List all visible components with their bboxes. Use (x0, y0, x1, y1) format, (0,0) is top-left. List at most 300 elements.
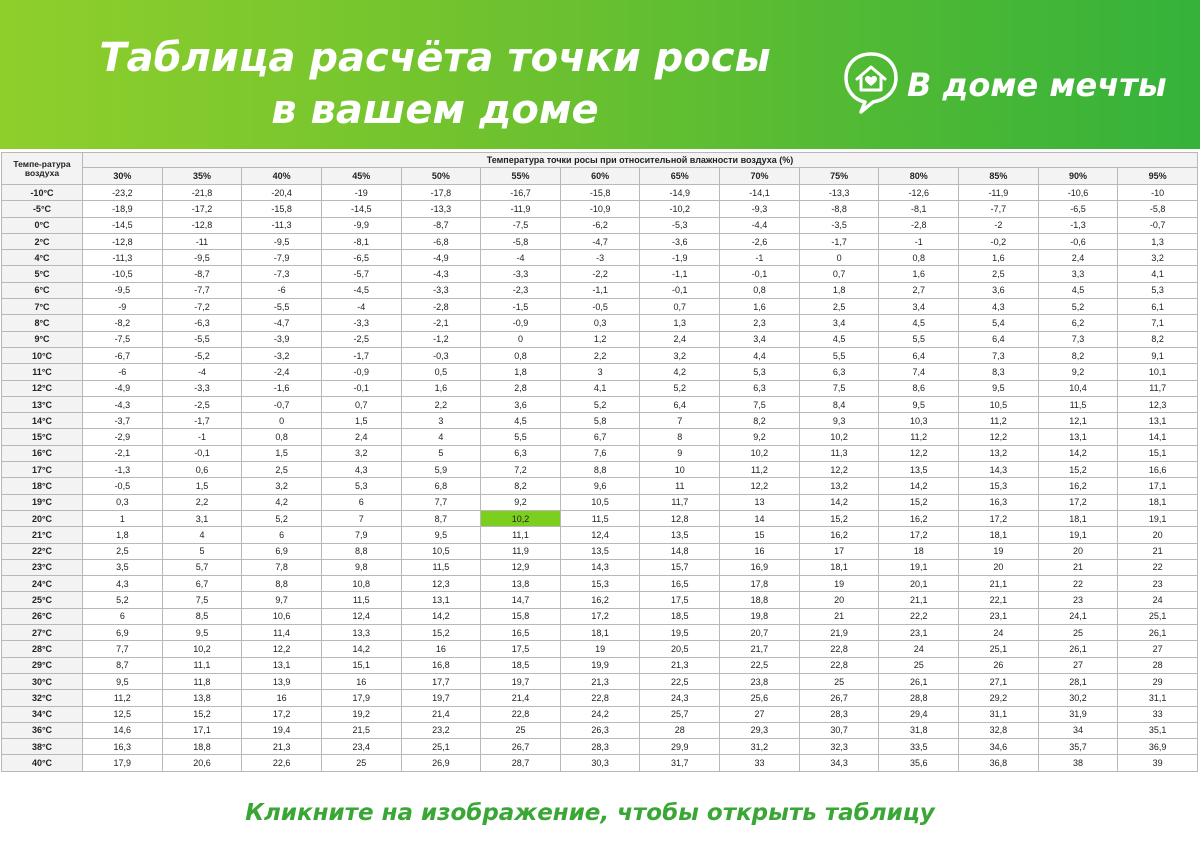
dew-point-cell: -4,3 (401, 266, 481, 282)
dew-point-cell: 10,5 (560, 494, 640, 510)
dew-point-cell: -17,8 (401, 185, 481, 201)
dew-point-cell: -3,3 (481, 266, 561, 282)
dew-point-cell: 9,8 (321, 559, 401, 575)
dew-point-cell: -7,7 (959, 201, 1039, 217)
dew-point-cell: -19 (321, 185, 401, 201)
dew-point-cell: 0,3 (83, 494, 163, 510)
dew-point-cell: 6,8 (401, 478, 481, 494)
dew-point-cell: 13,3 (321, 625, 401, 641)
dew-point-cell: 21 (1118, 543, 1198, 559)
dew-point-cell: 29,4 (879, 706, 959, 722)
dew-point-cell: -23,2 (83, 185, 163, 201)
dew-point-cell: -0,3 (401, 347, 481, 363)
dew-point-cell: 7,5 (799, 380, 879, 396)
dew-point-cell: 25 (799, 673, 879, 689)
dew-point-cell: 12,9 (481, 559, 561, 575)
dew-point-cell: 16,2 (879, 510, 959, 526)
dew-point-cell: 34 (1038, 722, 1118, 738)
dew-point-cell: 11,5 (401, 559, 481, 575)
dew-point-cell: 14,2 (799, 494, 879, 510)
dew-point-cell: 17,2 (560, 608, 640, 624)
dew-point-cell: 12,2 (879, 445, 959, 461)
table-row (2, 690, 1198, 706)
dew-point-cell: 9,5 (879, 396, 959, 412)
dew-point-cell: 3,4 (720, 331, 800, 347)
dew-point-cell: -9,5 (242, 233, 322, 249)
dew-point-cell: 14,8 (640, 543, 720, 559)
dew-point-cell: 26,1 (879, 673, 959, 689)
dew-point-cell: 7,1 (1118, 315, 1198, 331)
dew-point-cell: 17 (799, 543, 879, 559)
dew-point-cell: 7,5 (720, 396, 800, 412)
dew-point-cell: 10,2 (162, 641, 242, 657)
table-row (2, 494, 1198, 510)
table-row (2, 657, 1198, 673)
dew-point-cell: 15,1 (321, 657, 401, 673)
dew-point-cell: 27 (1038, 657, 1118, 673)
dew-point-cell: 5 (401, 445, 481, 461)
air-temperature-cell: 6°C (2, 282, 83, 298)
dew-point-cell: -1,1 (560, 282, 640, 298)
dew-point-cell: 25,1 (1118, 608, 1198, 624)
open-table-link[interactable]: Кликните на изображение, чтобы открыть таблицу (245, 800, 935, 826)
dew-point-cell: 32,3 (799, 739, 879, 755)
dew-point-cell: 9,5 (83, 673, 163, 689)
dew-point-cell: -6,3 (162, 315, 242, 331)
dew-point-cell: 0,7 (321, 396, 401, 412)
dew-point-cell: 1,6 (959, 250, 1039, 266)
dew-point-cell: -2,1 (83, 445, 163, 461)
dew-point-cell: 24 (1118, 592, 1198, 608)
humidity-header-cell: 65% (640, 168, 720, 185)
dew-point-cell: 16 (401, 641, 481, 657)
dew-point-cell: 2,7 (879, 282, 959, 298)
dew-point-cell: 28,1 (1038, 673, 1118, 689)
dew-point-cell: 17,1 (1118, 478, 1198, 494)
dew-point-cell: 17,8 (720, 576, 800, 592)
dew-point-cell: 2,4 (1038, 250, 1118, 266)
dew-point-cell: -1,3 (1038, 217, 1118, 233)
dew-point-cell: 8,4 (799, 396, 879, 412)
table-row (2, 478, 1198, 494)
brand-logo[interactable] (843, 50, 1167, 120)
dew-point-cell: 3,2 (640, 347, 720, 363)
humidity-header-cell: 95% (1118, 168, 1198, 185)
dew-point-cell: 33 (1118, 706, 1198, 722)
dew-point-cell: 17,9 (83, 755, 163, 771)
dew-point-cell: 3,6 (481, 396, 561, 412)
dew-point-cell: 11,2 (879, 429, 959, 445)
table-row (2, 706, 1198, 722)
dew-point-cell: -6 (242, 282, 322, 298)
dew-point-cell: 17,2 (1038, 494, 1118, 510)
dew-point-cell: 30,7 (799, 722, 879, 738)
dew-point-cell: -2,9 (83, 429, 163, 445)
dew-point-cell: 2,2 (560, 347, 640, 363)
dew-point-cell: 31,7 (640, 755, 720, 771)
air-temperature-cell: 22°C (2, 543, 83, 559)
dew-point-cell: -5,8 (1118, 201, 1198, 217)
air-temperature-cell: 17°C (2, 462, 83, 478)
air-temperature-cell: 0°C (2, 217, 83, 233)
dew-point-cell: 14 (720, 510, 800, 526)
dew-point-cell: -4,7 (560, 233, 640, 249)
dew-point-cell: 7 (321, 510, 401, 526)
dew-point-cell: 0,8 (481, 347, 561, 363)
dew-point-cell: -3,6 (640, 233, 720, 249)
dew-point-cell: 10,4 (1038, 380, 1118, 396)
dew-point-cell: -8,7 (162, 266, 242, 282)
dew-point-cell: 16,3 (959, 494, 1039, 510)
dew-point-cell: 15 (720, 527, 800, 543)
dew-point-cell: 21 (1038, 559, 1118, 575)
dew-point-cell: -16,7 (481, 185, 561, 201)
dew-point-cell: 16 (720, 543, 800, 559)
dew-point-cell: 11,5 (1038, 396, 1118, 412)
dew-point-cell: -0,1 (321, 380, 401, 396)
dew-point-cell: 25,1 (959, 641, 1039, 657)
dew-point-cell: 9,1 (1118, 347, 1198, 363)
humidity-header-cell: 85% (959, 168, 1039, 185)
dew-point-cell: -17,2 (162, 201, 242, 217)
air-temperature-cell: 8°C (2, 315, 83, 331)
table-row (2, 201, 1198, 217)
dew-point-cell: -4,9 (401, 250, 481, 266)
dew-point-cell: -14,9 (640, 185, 720, 201)
dew-point-cell: 9,2 (1038, 364, 1118, 380)
dew-point-cell: 36,8 (959, 755, 1039, 771)
air-temperature-cell: 34°C (2, 706, 83, 722)
dew-point-cell: 0 (242, 413, 322, 429)
dew-point-cell: 7,6 (560, 445, 640, 461)
dew-point-cell: 0 (799, 250, 879, 266)
dew-point-cell: 6,4 (879, 347, 959, 363)
dew-point-cell: 25 (321, 755, 401, 771)
table-row (2, 282, 1198, 298)
air-temperature-cell: 12°C (2, 380, 83, 396)
dew-point-cell: 13,1 (401, 592, 481, 608)
dew-point-cell: 1,3 (640, 315, 720, 331)
dew-point-cell: 1 (83, 510, 163, 526)
dew-point-cell: 20,1 (879, 576, 959, 592)
dew-point-cell: 12,4 (560, 527, 640, 543)
dew-point-cell: 10,6 (242, 608, 322, 624)
dew-point-cell: -8,2 (83, 315, 163, 331)
dew-point-cell: 0,7 (640, 299, 720, 315)
dew-point-table-container[interactable] (1, 152, 1198, 792)
dew-point-cell: -5,5 (162, 331, 242, 347)
dew-point-cell: 25,7 (640, 706, 720, 722)
dew-point-cell: 26 (959, 657, 1039, 673)
dew-point-cell: 14,3 (959, 462, 1039, 478)
dew-point-cell: -2,2 (560, 266, 640, 282)
dew-point-cell: 31,9 (1038, 706, 1118, 722)
dew-point-cell: 19,1 (1118, 510, 1198, 526)
dew-point-cell: 11,9 (481, 543, 561, 559)
dew-point-cell: 32,8 (959, 722, 1039, 738)
dew-point-cell: 33 (720, 755, 800, 771)
dew-point-cell: 21,5 (321, 722, 401, 738)
dew-point-cell: 28 (1118, 657, 1198, 673)
dew-point-cell: 2,5 (83, 543, 163, 559)
dew-point-cell: 4,5 (481, 413, 561, 429)
dew-point-cell: -10,6 (1038, 185, 1118, 201)
dew-point-cell: 19,7 (401, 690, 481, 706)
table-row (2, 364, 1198, 380)
dew-point-cell: 10,2 (720, 445, 800, 461)
dew-point-cell: 16,6 (1118, 462, 1198, 478)
dew-point-cell: 5,9 (401, 462, 481, 478)
dew-point-cell: 6,1 (1118, 299, 1198, 315)
dew-point-cell: 3,4 (799, 315, 879, 331)
dew-point-cell: 38 (1038, 755, 1118, 771)
dew-point-cell: 21 (799, 608, 879, 624)
dew-point-cell: 1,5 (242, 445, 322, 461)
dew-point-cell: -0,1 (162, 445, 242, 461)
dew-point-cell: 21,7 (720, 641, 800, 657)
dew-point-cell: 10,3 (879, 413, 959, 429)
dew-point-cell: 19,4 (242, 722, 322, 738)
dew-point-cell: 3,5 (83, 559, 163, 575)
table-row (2, 429, 1198, 445)
dew-point-cell: 2,2 (162, 494, 242, 510)
dew-point-cell: 2,8 (481, 380, 561, 396)
dew-point-cell: 22,6 (242, 755, 322, 771)
dew-point-cell: 13,5 (560, 543, 640, 559)
dew-point-cell: 13,8 (481, 576, 561, 592)
dew-point-cell: -5,2 (162, 347, 242, 363)
dew-point-cell: 6,3 (799, 364, 879, 380)
dew-point-cell: -10,5 (83, 266, 163, 282)
dew-point-cell: 7,8 (242, 559, 322, 575)
dew-point-cell: 27 (720, 706, 800, 722)
dew-point-cell: 16,3 (83, 739, 163, 755)
air-temperature-cell: 27°C (2, 625, 83, 641)
table-row (2, 233, 1198, 249)
dew-point-cell: 23,1 (879, 625, 959, 641)
air-temperature-cell: 7°C (2, 299, 83, 315)
dew-point-cell: 13,8 (162, 690, 242, 706)
title-line-2: в вашем доме (271, 87, 599, 133)
dew-point-cell: 4,1 (1118, 266, 1198, 282)
dew-point-cell: -18,9 (83, 201, 163, 217)
table-row (2, 576, 1198, 592)
dew-point-cell: -2,8 (879, 217, 959, 233)
dew-point-cell: 5,4 (959, 315, 1039, 331)
dew-point-cell: 31,2 (720, 739, 800, 755)
table-body (2, 185, 1198, 772)
dew-point-cell: 5,3 (1118, 282, 1198, 298)
table-row (2, 299, 1198, 315)
air-temperature-cell: 19°C (2, 494, 83, 510)
dew-point-cell: 5,5 (879, 331, 959, 347)
dew-point-cell: -12,8 (162, 217, 242, 233)
dew-point-cell: -15,8 (560, 185, 640, 201)
dew-point-cell: 10,5 (959, 396, 1039, 412)
table-row (2, 445, 1198, 461)
dew-point-cell: 4,1 (560, 380, 640, 396)
dew-point-cell: 15,7 (640, 559, 720, 575)
dew-point-cell: 9,5 (401, 527, 481, 543)
dew-point-cell: 2,2 (401, 396, 481, 412)
dew-point-cell: 26,9 (401, 755, 481, 771)
dew-point-cell: 22,8 (799, 641, 879, 657)
dew-point-cell: -3,9 (242, 331, 322, 347)
air-temperature-cell: 16°C (2, 445, 83, 461)
dew-point-cell: 1,5 (321, 413, 401, 429)
air-temperature-cell: 9°C (2, 331, 83, 347)
dew-point-cell: 11,2 (720, 462, 800, 478)
dew-point-cell: -2,4 (242, 364, 322, 380)
dew-point-cell: 21,3 (560, 673, 640, 689)
dew-point-cell: -0,1 (640, 282, 720, 298)
dew-point-cell: 21,4 (401, 706, 481, 722)
dew-point-cell: 17,5 (640, 592, 720, 608)
dew-point-cell: -0,5 (560, 299, 640, 315)
dew-point-cell: -4,5 (321, 282, 401, 298)
dew-point-cell: 1,8 (481, 364, 561, 380)
dew-point-cell: -11,9 (959, 185, 1039, 201)
dew-point-cell: 27,1 (959, 673, 1039, 689)
dew-point-cell: 20 (1118, 527, 1198, 543)
air-temperature-cell: 28°C (2, 641, 83, 657)
humidity-header-cell: 60% (560, 168, 640, 185)
dew-point-cell: -8,1 (321, 233, 401, 249)
dew-point-cell: 9,6 (560, 478, 640, 494)
dew-point-cell: 25 (481, 722, 561, 738)
dew-point-cell: 18,1 (959, 527, 1039, 543)
dew-point-cell: -1,7 (321, 347, 401, 363)
dew-point-cell: 16 (321, 673, 401, 689)
air-temperature-cell: 20°C (2, 510, 83, 526)
air-temperature-cell: 38°C (2, 739, 83, 755)
dew-point-cell: -5,8 (481, 233, 561, 249)
air-temperature-cell: 30°C (2, 673, 83, 689)
dew-point-cell: 8 (640, 429, 720, 445)
dew-point-cell: 25,6 (720, 690, 800, 706)
dew-point-cell: 14,2 (1038, 445, 1118, 461)
dew-point-cell: 2,4 (640, 331, 720, 347)
dew-point-cell: 11,5 (321, 592, 401, 608)
dew-point-cell: 18,1 (1118, 494, 1198, 510)
dew-point-cell: 19 (560, 641, 640, 657)
dew-point-cell: 11,5 (560, 510, 640, 526)
dew-point-cell: 0,3 (560, 315, 640, 331)
dew-point-cell: 11,7 (1118, 380, 1198, 396)
dew-point-cell: -1,1 (640, 266, 720, 282)
dew-point-cell: 9,5 (959, 380, 1039, 396)
brand-name: В доме мечты (907, 66, 1167, 104)
dew-point-cell: 7,3 (1038, 331, 1118, 347)
dew-point-cell: 16,2 (1038, 478, 1118, 494)
dew-point-cell: 10,1 (1118, 364, 1198, 380)
dew-point-cell: 16,2 (799, 527, 879, 543)
dew-point-cell: 14,1 (1118, 429, 1198, 445)
dew-point-cell: 0,8 (242, 429, 322, 445)
dew-point-cell: 8,2 (1038, 347, 1118, 363)
dew-point-cell: 12,2 (720, 478, 800, 494)
humidity-header-cell: 40% (242, 168, 322, 185)
humidity-header-cell: 75% (799, 168, 879, 185)
dew-point-cell: 23,8 (720, 673, 800, 689)
dew-point-cell: 6 (242, 527, 322, 543)
dew-point-cell: 26,1 (1118, 625, 1198, 641)
table-row (2, 739, 1198, 755)
dew-point-cell: 5,5 (481, 429, 561, 445)
dew-point-cell: 23 (1118, 576, 1198, 592)
dew-point-cell: 10,8 (321, 576, 401, 592)
dew-point-cell: -3 (560, 250, 640, 266)
dew-point-cell: -6,7 (83, 347, 163, 363)
dew-point-cell: 39 (1118, 755, 1198, 771)
dew-point-cell: -2,5 (162, 396, 242, 412)
dew-point-cell: 13,5 (640, 527, 720, 543)
dew-point-cell: 5,2 (83, 592, 163, 608)
dew-point-cell: 3,6 (959, 282, 1039, 298)
dew-point-cell: 4,4 (720, 347, 800, 363)
dew-point-cell: 28,8 (879, 690, 959, 706)
air-temperature-cell: 5°C (2, 266, 83, 282)
dew-point-cell: 23,4 (321, 739, 401, 755)
dew-point-cell: 20 (1038, 543, 1118, 559)
row-header: Темпе-ратура воздуха (2, 153, 83, 185)
dew-point-cell: -4 (481, 250, 561, 266)
dew-point-cell: -4,9 (83, 380, 163, 396)
dew-point-cell: 11 (640, 478, 720, 494)
dew-point-cell: 9,3 (799, 413, 879, 429)
dew-point-cell: 11,2 (83, 690, 163, 706)
dew-point-cell: -3,2 (242, 347, 322, 363)
dew-point-cell: 29,3 (720, 722, 800, 738)
dew-point-cell: -9,9 (321, 217, 401, 233)
dew-point-cell: -0,9 (321, 364, 401, 380)
dew-point-cell: 18,8 (720, 592, 800, 608)
dew-point-cell: 5,2 (640, 380, 720, 396)
dew-point-cell: 11,4 (242, 625, 322, 641)
dew-point-cell: 9,7 (242, 592, 322, 608)
table-row (2, 250, 1198, 266)
dew-point-cell: 4 (162, 527, 242, 543)
dew-point-cell: -6,2 (560, 217, 640, 233)
table-row (2, 217, 1198, 233)
dew-point-cell: -13,3 (799, 185, 879, 201)
dew-point-cell: 14,2 (879, 478, 959, 494)
dew-point-cell: -0,2 (959, 233, 1039, 249)
dew-point-cell: -15,8 (242, 201, 322, 217)
dew-point-cell: 8,5 (162, 608, 242, 624)
dew-point-cell: 13,2 (959, 445, 1039, 461)
dew-point-cell: 0,6 (162, 462, 242, 478)
dew-point-cell: 5,5 (799, 347, 879, 363)
dew-point-cell: 11,7 (640, 494, 720, 510)
table-row (2, 380, 1198, 396)
dew-point-cell: 6,3 (481, 445, 561, 461)
dew-point-cell: -3,3 (321, 315, 401, 331)
dew-point-cell: 15,3 (959, 478, 1039, 494)
dew-point-cell: 30,2 (1038, 690, 1118, 706)
dew-point-cell: 0,5 (401, 364, 481, 380)
dew-point-cell: 24,2 (560, 706, 640, 722)
dew-point-cell: 2,5 (959, 266, 1039, 282)
dew-point-cell: 20 (959, 559, 1039, 575)
dew-point-cell: 33,5 (879, 739, 959, 755)
air-temperature-cell: -5°C (2, 201, 83, 217)
dew-point-cell: 16 (242, 690, 322, 706)
dew-point-cell: -12,8 (83, 233, 163, 249)
dew-point-cell: 10,2 (799, 429, 879, 445)
dew-point-cell: 21,3 (640, 657, 720, 673)
dew-point-cell: 5,2 (242, 510, 322, 526)
